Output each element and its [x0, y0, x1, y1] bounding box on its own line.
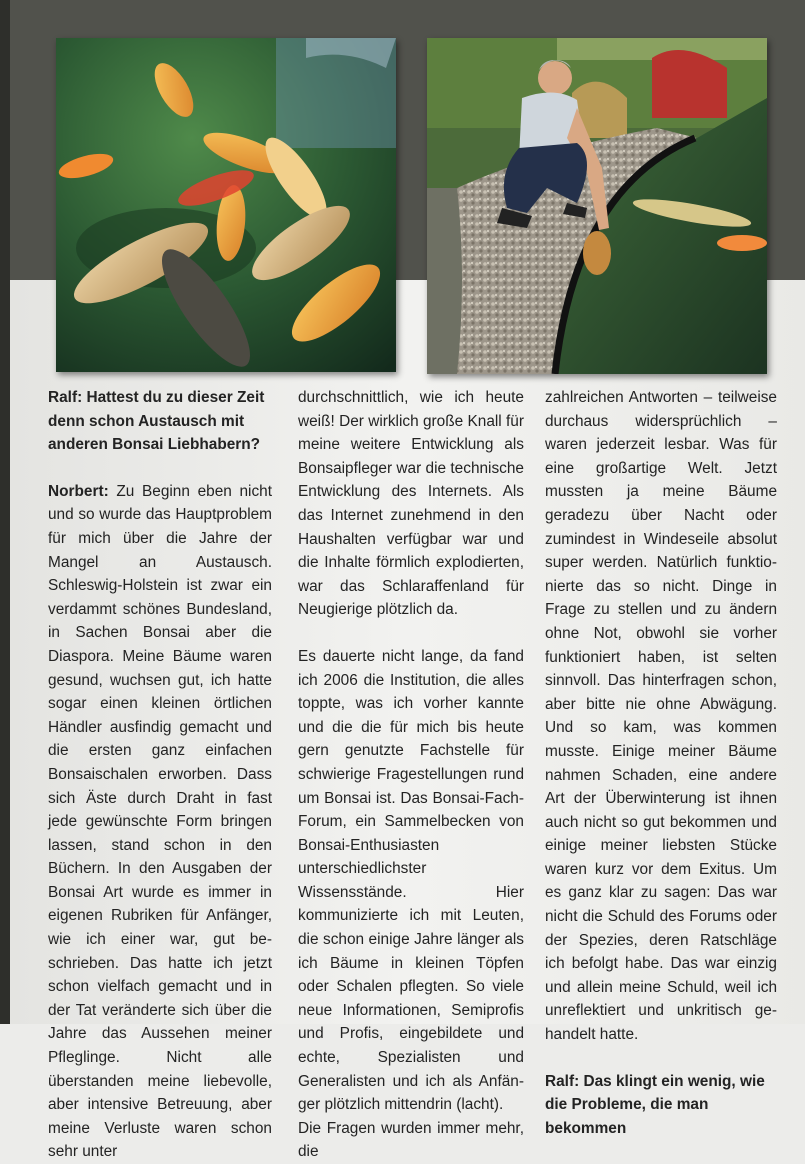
- text-column-1: [48, 386, 272, 1164]
- answer-text: Zu Beginn eben nicht und so wurde das Hauptproblem für mich über die Jahre der Mangel an Austausch. Schleswig-Holstein ist zwar ein verdammt schönes Bundesland, in Sachen Bonsai aber die Diaspora. Meine Bäume waren gesund, wuchsen gut, ich hatte sogar einen kleinen örtlichen Händler ausfindig gemacht und die ersten ganz einfachen Bonsaischalen erworben. Dass sich Äste durch Draht in fast jede gewünschte Form bringen lassen, stand schon in den Büchern. In den Ausgaben der Bonsai Art wurde es immer in eigenen Rubriken für Anfänger, wie ich einer war, gut beschrieben. Das hatte ich jetzt schon vielfach gemacht und in der Tat veränderte sich über die Jahre das Aussehen meiner Pfleglinge. Nicht alle überstanden meine liebevolle, aber intensive Betreuung, aber meine Verluste waren schon sehr unter: [48, 482, 272, 1161]
- man-at-pond-photo: [427, 38, 767, 374]
- text-column-2: [298, 386, 524, 1164]
- speaker-label: Norbert:: [48, 482, 109, 500]
- paragraph: Es dauerte nicht lange, da fand ich 2006 die Institution, die alles toppte, was ich vorher kannte und die die für mich bis heute gern genutzte Fachstelle für schwierige Fragestellungen rund um Bonsai ist. Das Bonsai-Fach-Forum, ein Sammelbecken von Bonsai-Enthusiasten unterschiedlichster Wissensstände. Hier kommunizierte ich mit Leuten, die schon einige Jahre länger als ich Bäume in kleinen Töpfen oder Schalen pflegten. So viele neue Informationen, Semiprofis und Profis, eingebildete und echte, Spezialisten und Generalisten und ich als Anfänger plötzlich mittendrin (lacht).: [298, 647, 524, 1114]
- koi-pond-photo: [56, 38, 396, 372]
- paragraph: zahlreichen Antworten – teilweise durchaus widersprüchlich – waren jederzeit lesbar. Was für eine großartige Welt. Jetzt mussten ja meine Bäume geradezu über Nacht oder zumindest in Windeseile absolut super werden. Natürlich funktionierte das so nicht. Dinge in Frage zu stellen und zu ändern ohne Not, obwohl sie vorher funktioniert haben, ist selten sinnvoll. Das hinterfragen schon, aber bitte nie ohne Abwägung. Und so kam, was kommen musste. Einige meiner Bäume nahmen Schaden, eine andere Art der Überwinterung ist ihnen auch nicht so gut bekommen und einige meiner liebsten Stücke waren kurz vor dem Exitus. Um es ganz klar zu sagen: Das war nicht die Schuld des Forums oder der Spezies, deren Ratschläge ich befolgt habe. Das war einzig und allein meine Schuld, weil ich unreflektiert und unkritisch gehandelt hatte.: [545, 389, 777, 1044]
- text-column-3: [545, 386, 777, 1140]
- paragraph: durchschnittlich, wie ich heute weiß! Der wirklich große Knall für meine weitere Entwicklung als Bonsaipfleger war die technische Entwicklung des Internets. Als das Internet zunehmend in den Haushalten verfügbar war und die Inhalte förmlich explodierten, war das Schlaraffenland für Neugierige plötzlich da.: [298, 389, 524, 619]
- interview-question-2: Ralf: Das klingt ein wenig, wie die Probleme, die man bekommen: [545, 1072, 765, 1137]
- page-binding-edge: [0, 0, 10, 1024]
- interview-question-1: Ralf: Hattest du zu dieser Zeit denn schon Austausch mit anderen Bonsai Liebhabern?: [48, 389, 265, 454]
- interview-answer-1: [48, 480, 272, 1164]
- paragraph: Die Fragen wurden immer mehr, die: [298, 1119, 524, 1161]
